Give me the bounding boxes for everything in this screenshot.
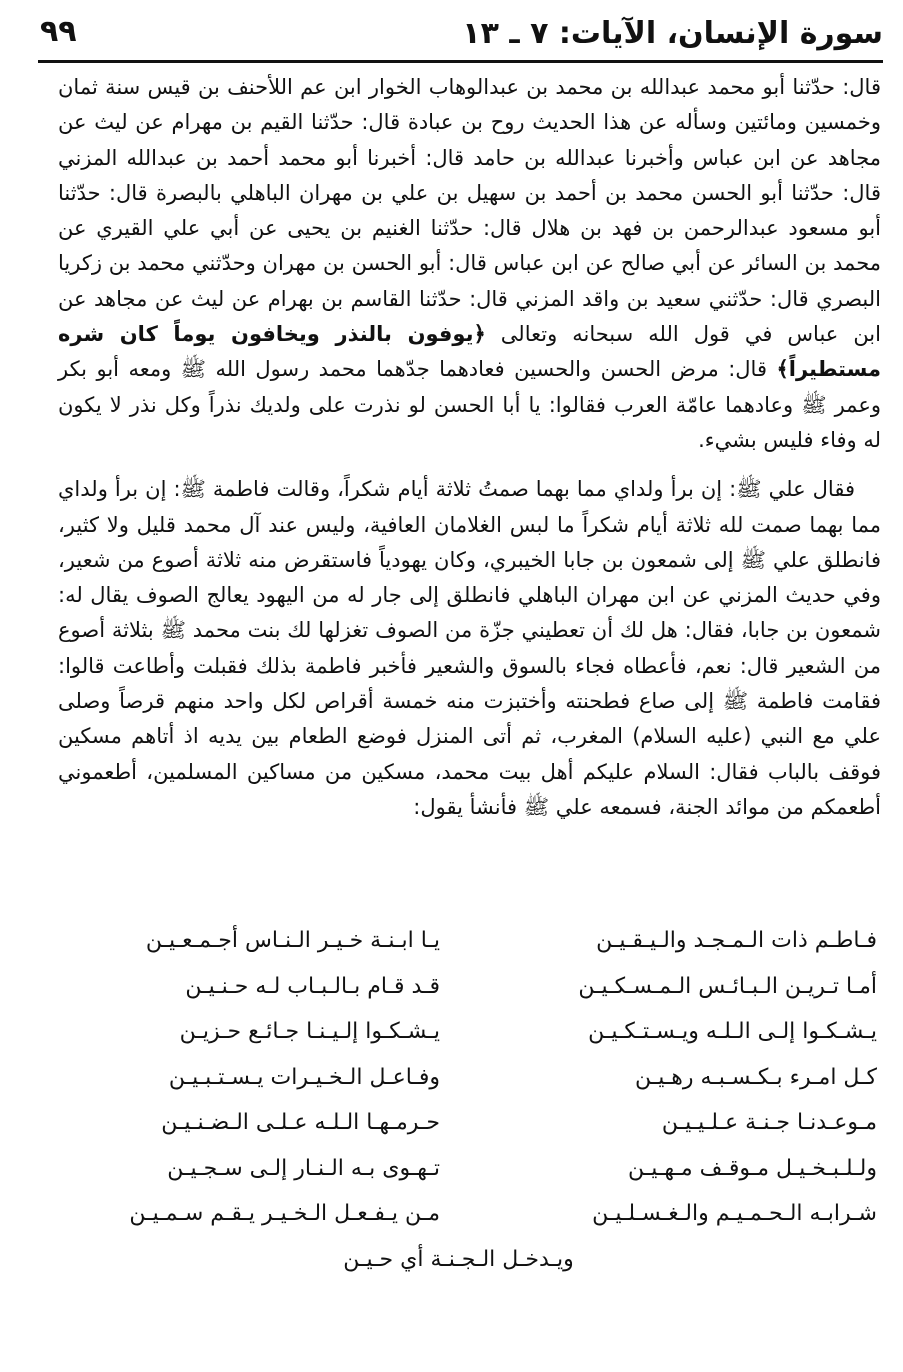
poem-second-hemistich: مـن يـفـعـل الـخـيـر يـقـم سـمـيـن [129,1201,440,1226]
poem-line [40,1146,877,1192]
poem-line [40,1191,877,1237]
poem-final-hemistich: ويـدخـل الـجـنـة أي حـيـن [343,1246,574,1272]
paragraph-1-text-b: قال: مرض الحسن والحسين فعادهما جدّهما محمد رسول الله ﷺ ومعه أبو بكر وعمر ﷺ وعادهما عامّة العرب فقالوا: يا أبا الحسن لو نذرت على ولديك نذراً وكل نذر لا يكون له وفاء فليس بشيء. [58,357,881,452]
page-header [40,12,883,56]
poem-first-hemistich: أمـا تـريـن الـبـائـس الـمـسـكـيـن [578,973,877,999]
poem-second-hemistich: تـهـوى بـه الـنـار إلـى سـجـيـن [167,1155,440,1181]
poem-first-hemistich: شـرابـه الـحـمـيـم والـغـسـلـيـن [592,1201,877,1226]
paragraph-1 [58,70,881,458]
poem-first-hemistich: مـوعـدنـا جـنـة عـلـيـيـن [661,1110,877,1135]
poem-final-line [40,1237,877,1283]
paragraph-1-text-a: قال: حدّثنا أبو محمد عبدالله بن محمد بن عبدالوهاب الخوار ابن عم اللأحنف بن قيس سنة ثمان وخمسين ومائتين وسأله عن هذا الحديث روح بن عبادة قال: حدّثنا القيم بن مهرام عن ليث عن مجاهد عن ابن عباس وأخبرنا عبدالله بن حامد قال: أخبرنا أبو محمد أحمد بن عبدالله المزني قال: حدّثنا أبو الحسن محمد بن أحمد بن سهيل بن علي بن مهران الباهلي بالبصرة قال: حدّثنا أبو مسعود عبدالرحمن بن فهد بن هلال قال: حدّثنا الغنيم بن يحيى عن أبي علي القيري عن محمد بن السائر عن أبي صالح عن ابن عباس قال: أبو الحسن بن مهران وحدّثني محمد بن زكريا البصري قال: حدّثني سعيد بن واقد المزني قال: حدّثنا القاسم بن بهرام عن ليث عن مجاهد عن ابن عباس في قول الله سبحانه وتعالى [58,75,881,347]
poem-second-hemistich: قـد قـام بـالـبـاب لـه حـنـيـن [185,973,440,999]
poem-first-hemistich: يـشـكـوا إلـى الـلـه ويـسـتـكـيـن [588,1019,877,1044]
paragraph-2: فقال علي ﷺ: إن برأ ولداي مما بهما صمتُ ثلاثة أيام شكراً، وقالت فاطمة ﷺ: إن برأ ولداي مما بهما صمت لله ثلاثة أيام شكراً ما لبس الغلامان العافية، وليس عند آل محمد قليل ولا كثير، فانطلق علي ﷺ إلى شمعون بن جابا الخيبري، وكان يهودياً فاستقرض منه ثلاثة أصوع من شعير، وفي حديث المزني عن ابن مهران الباهلي فانطلق إلى جار له من اليهود يعالج الصوف يقال له: شمعون بن جابا، فقال: هل لك أن تعطيني جزّة من الصوف تغزلها لك بنت محمد ﷺ بثلاثة أصوع من الشعير قال: نعم، فأعطاه فجاء بالسوق والشعير فأخبر فاطمة بذلك فقبلت وأطاعت قالوا: فقامت فاطمة ﷺ إلى صاع فطحنته وأختبزت منه خمسة أقراص لكل واحد منهم قرصاً وصلى علي مع النبي (عليه السلام) المغرب، ثم أتى المنزل فوضع الطعام بين يديه اذ أتاهم مسكين فوقف بالباب فقال: السلام عليكم أهل بيت محمد، مسكين من مساكين المسلمين، أطعموني أطعمكم من موائد الجنة، فسمعه علي ﷺ فأنشأ يقول: [58,477,881,819]
poem-second-hemistich: حـرمـهـا الـلـه عـلـى الـضـنـيـن [161,1110,440,1135]
poem-second-hemistich: وفـاعـل الـخـيـرات يـسـتـبـيـن [168,1064,440,1090]
poem-first-hemistich: ولـلـبـخـيـل مـوقـف مـهـيـن [628,1155,877,1181]
running-head-title: سورة الإنسان، الآيات: ٧ ـ ١٣ [462,16,883,51]
poem [40,918,877,1282]
quran-quote: ﴿يوفون بالنذر ويخافون يوماً كان شره مستطيراً﴾ [58,322,881,382]
poem-line [40,1055,877,1101]
poem-first-hemistich: فـاطـم ذات الـمـجـد والـيـقـيـن [596,928,877,953]
poem-second-hemistich: يـا ابـنـة خـيـر الـنـاس أجـمـعـيـن [145,928,440,953]
header-divider [38,60,883,63]
poem-second-hemistich: يـشـكـوا إلـيـنـا جـائـع حـزيـن [179,1019,440,1044]
poem-line [40,964,877,1010]
poem-line [40,1009,877,1055]
poem-line [40,1100,877,1146]
page-number: ٩٩ [40,14,77,49]
main-text [58,70,881,825]
poem-first-hemistich: كـل امـرء بـكـسـبـه رهـيـن [635,1064,877,1090]
poem-line [40,918,877,964]
